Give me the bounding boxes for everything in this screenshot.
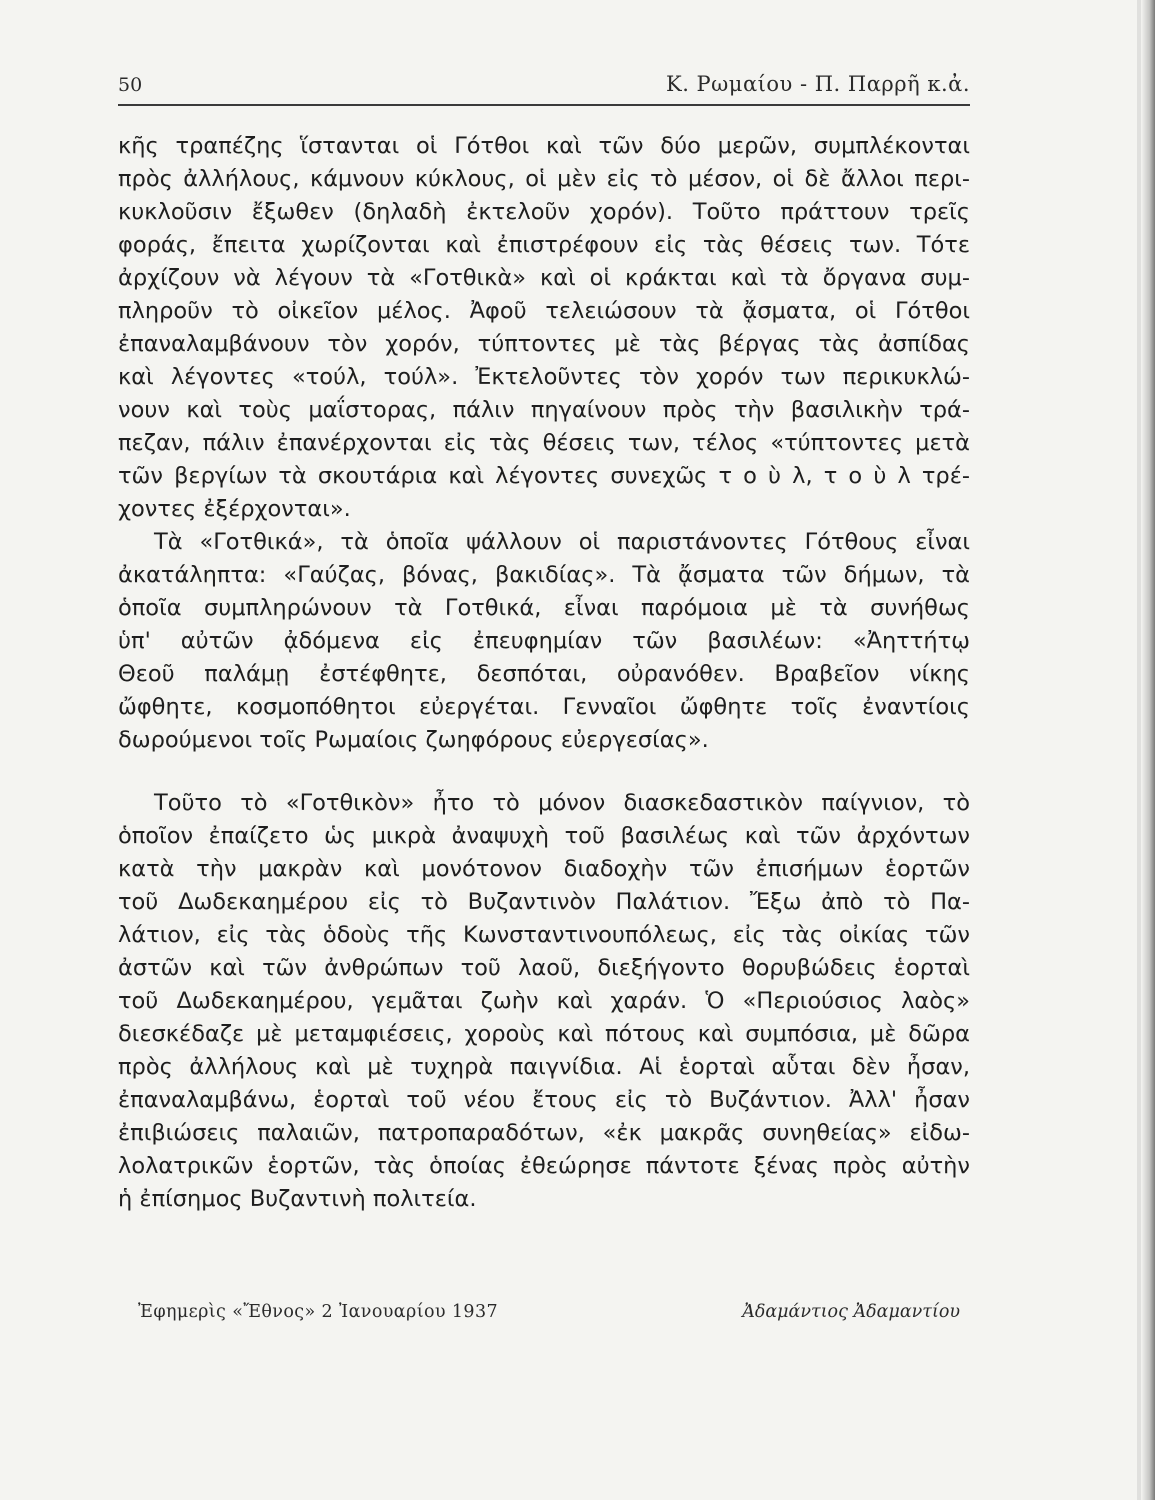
source-citation: Ἐφημερὶς «Ἔθνος» 2 Ἰανουαρίου 1937 (138, 1302, 499, 1322)
page-edge-shadow (1141, 0, 1155, 1500)
text-line: τοῦ Δωδεκαημέρου εἰς τὸ Βυζαντινὸν Παλάτιον. Ἔξω ἀπὸ τὸ Πα- (118, 889, 970, 915)
text-line: Τοῦτο τὸ «Γοτθικὸν» ἦτο τὸ μόνον διασκεδαστικὸν παίγνιον, τὸ (154, 790, 970, 816)
text-line: κατὰ τὴν μακρὰν καὶ μονότονον διαδοχὴν τῶν ἐπισήμων ἑορτῶν (118, 856, 970, 882)
paragraph-2 (118, 526, 970, 757)
text-line: κῆς τραπέζης ἵστανται οἱ Γότθοι καὶ τῶν δύο μερῶν, συμπλέκονται (118, 133, 970, 159)
text-line: ἐπιβιώσεις παλαιῶν, πατροπαραδότων, «ἐκ μακρᾶς συνηθείας» εἰδω- (118, 1120, 970, 1146)
text-line: Θεοῦ παλάμῃ ἐστέφθητε, δεσπόται, οὐρανόθεν. Βραβεῖον νίκης (118, 661, 970, 687)
body-text (118, 130, 970, 1216)
text-line: ὁποῖον ἐπαίζετο ὡς μικρὰ ἀναψυχὴ τοῦ βασιλέως καὶ τῶν ἀρχόντων (118, 823, 970, 849)
text-line: πρὸς ἀλλήλους καὶ μὲ τυχηρὰ παιγνίδια. Αἱ ἑορταὶ αὗται δὲν ἦσαν, (118, 1054, 970, 1080)
text-line: χοντες ἐξέρχονται». (118, 496, 351, 522)
text-line: ὑπ' αὐτῶν ᾀδόμενα εἰς ἐπευφημίαν τῶν βασιλέων: «Ἀηττήτῳ (118, 628, 970, 654)
text-line: ὁποῖα συμπληρώνουν τὰ Γοτθικά, εἶναι παρόμοια μὲ τὰ συνήθως (118, 595, 970, 621)
text-line: πρὸς ἀλλήλους, κάμνουν κύκλους, οἱ μὲν εἰς τὸ μέσον, οἱ δὲ ἄλλοι περι- (118, 166, 970, 192)
text-line: Τὰ «Γοτθικά», τὰ ὁποῖα ψάλλουν οἱ παριστάνοντες Γότθους εἶναι (154, 529, 970, 555)
page-header (118, 72, 970, 104)
text-line: ἐπαναλαμβάνουν τὸν χορόν, τύπτοντες μὲ τὰς βέργας τὰς ἀσπίδας (118, 331, 970, 357)
text-line: τῶν βεργίων τὰ σκουτάρια καὶ λέγοντες συνεχῶς τ ο ὺ λ, τ ο ὺ λ τρέ- (118, 463, 970, 489)
text-line: ἐπαναλαμβάνω, ἑορταὶ τοῦ νέου ἔτους εἰς τὸ Βυζάντιον. Ἀλλ' ἦσαν (118, 1087, 970, 1113)
text-line: φοράς, ἔπειτα χωρίζονται καὶ ἐπιστρέφουν εἰς τὰς θέσεις των. Τότε (118, 232, 970, 258)
paragraph-gap (118, 757, 970, 787)
text-line: πληροῦν τὸ οἰκεῖον μέλος. Ἀφοῦ τελειώσουν τὰ ᾄσματα, οἱ Γότθοι (118, 298, 970, 324)
text-line: λάτιον, εἰς τὰς ὁδοὺς τῆς Κωνσταντινουπόλεως, εἰς τὰς οἰκίας τῶν (118, 922, 970, 948)
text-line: νουν καὶ τοὺς μαΐστορας, πάλιν πηγαίνουν πρὸς τὴν βασιλικὴν τρά- (118, 397, 970, 423)
text-line: ἀκατάληπτα: «Γαύζας, βόνας, βακιδίας». Τὰ ᾄσματα τῶν δήμων, τὰ (118, 562, 970, 588)
header-rule (118, 104, 970, 106)
text-line: ὤφθητε, κοσμοπόθητοι εὐεργέται. Γενναῖοι ὤφθητε τοῖς ἐναντίοις (118, 694, 970, 720)
author-name: Ἀδαμάντιος Ἀδαμαντίου (742, 1302, 960, 1322)
running-title: Κ. Ρωμαίου - Π. Παρρῆ κ.ἀ. (666, 72, 970, 96)
signature-line (138, 1302, 970, 1332)
text-line: ἀστῶν καὶ τῶν ἀνθρώπων τοῦ λαοῦ, διεξήγοντο θορυβώδεις ἑορταὶ (118, 955, 970, 981)
text-line: διεσκέδαζε μὲ μεταμφιέσεις, χοροὺς καὶ πότους καὶ συμπόσια, μὲ δῶρα (118, 1021, 970, 1047)
paragraph-1 (118, 130, 970, 526)
text-line: ἡ ἐπίσημος Βυζαντινὴ πολιτεία. (118, 1186, 477, 1212)
text-line: ἀρχίζουν νὰ λέγουν τὰ «Γοτθικὰ» καὶ οἱ κράκται καὶ τὰ ὄργανα συμ- (118, 265, 970, 291)
paragraph-3 (118, 787, 970, 1216)
text-line: καὶ λέγοντες «τούλ, τούλ». Ἐκτελοῦντες τὸν χορόν των περικυκλώ- (118, 364, 970, 390)
text-line: δωρούμενοι τοῖς Ρωμαίοις ζωηφόρους εὐεργεσίας». (118, 727, 709, 753)
text-line: κυκλοῦσιν ἔξωθεν (δηλαδὴ ἐκτελοῦν χορόν). Τοῦτο πράττουν τρεῖς (118, 199, 970, 225)
page-number: 50 (118, 74, 143, 96)
text-line: τοῦ Δωδεκαημέρου, γεμᾶται ζωὴν καὶ χαράν. Ὁ «Περιούσιος λαὸς» (118, 988, 970, 1014)
text-line: πεζαν, πάλιν ἐπανέρχονται εἰς τὰς θέσεις των, τέλος «τύπτοντες μετὰ (118, 430, 970, 456)
text-line: λολατρικῶν ἑορτῶν, τὰς ὁποίας ἐθεώρησε πάντοτε ξένας πρὸς αὐτὴν (118, 1153, 970, 1179)
